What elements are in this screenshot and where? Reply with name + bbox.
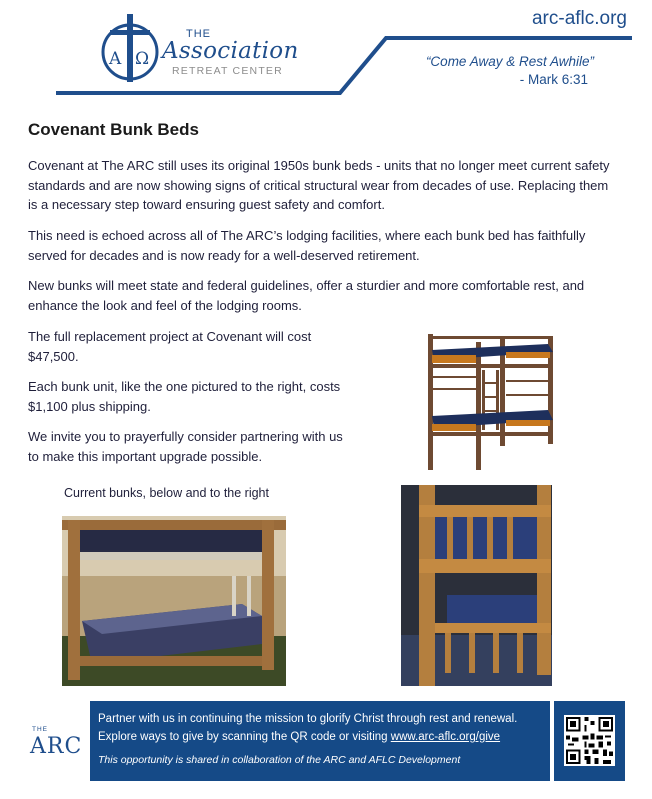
association-logo[interactable] [100,12,300,84]
svg-text:A: A [109,49,122,69]
scripture-quote: “Come Away & Rest Awhile” [425,54,594,69]
footer-logo-arc: ARC [30,734,83,759]
give-link[interactable]: www.arc-aflc.org/give [390,731,501,743]
qr-code-icon[interactable] [564,715,615,766]
paragraph-current-bunks: Covenant at The ARC still uses its original 1950s bunk beds - units that no longer meet current safety standards and are now showing signs of critical structural wear from decades of use. Replacing them is a necessary step toward ensuring guest safety and comfort. [28,158,610,212]
cross-monogram-icon [100,12,164,84]
footer-collaboration-note: This opportunity is shared in collaboration of the ARC and AFLC Development [98,754,461,766]
logo-the: THE [186,28,211,40]
new-bunk-bed-photo [420,330,560,475]
site-url-link[interactable]: arc-aflc.org [531,8,627,29]
footer-mission-text: Partner with us in continuing the mission to glorify Christ through rest and renewal. [98,713,518,725]
footer-give-prefix: Explore ways to give by scanning the QR code or visiting [98,731,391,743]
paragraph-project-cost: The full replacement project at Covenant will cost $47,500. [28,329,312,364]
logo-name: Association [162,38,299,64]
footer-callout [90,701,550,781]
current-bunks-photo-right [401,485,552,686]
paragraph-new-bunks: New bunks will meet state and federal guidelines, offer a sturdier and more comfortable rest, and enhance the look and feel of the lodging rooms. [28,278,585,313]
footer-logo-the: THE [32,726,48,733]
paragraph-unit-cost: Each bunk unit, like the one pictured to the right, costs $1,100 plus shipping. [28,379,341,414]
svg-text:Ω: Ω [135,49,150,69]
logo-subtitle: RETREAT CENTER [172,65,283,77]
scripture-reference: - Mark 6:31 [519,72,588,87]
footer-give-text [98,728,542,746]
photo-caption: Current bunks, below and to the right [64,486,269,500]
footer-arc-logo [30,726,90,759]
current-bunks-photo-left [62,516,286,686]
page-title: Covenant Bunk Beds [28,120,199,139]
qr-panel [554,701,625,781]
paragraph-lodging-need: This need is echoed across all of The ARC’s lodging facilities, where each bunk bed has faithfully served for decades and is now ready for a well-deserved retirement. [28,228,586,263]
paragraph-invitation: We invite you to prayerfully consider partnering with us to make this important upgrade possible. [28,429,343,464]
